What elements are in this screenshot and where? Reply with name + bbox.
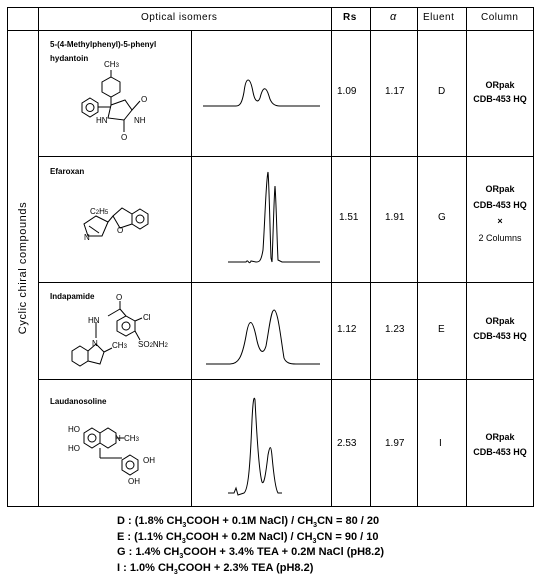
column-name: ORpak (485, 80, 515, 90)
oxygen-label: O (141, 95, 148, 104)
hn-label: HN (88, 316, 100, 325)
compound-name: Indapamide (50, 292, 95, 301)
column-name: ORpak (485, 316, 515, 326)
ch3-label: CH3 (112, 341, 127, 350)
hn-label: HN (96, 116, 108, 125)
column-name: CDB-453 HQ (473, 447, 527, 457)
hydroxyl-label: HO (68, 444, 80, 453)
legend-item: E : (1.1% $CH_3COOH + 0.2M$ NaCl) / $CH_3CN = 90 / 10$ (117, 531, 379, 546)
compound-name-cont: hydantoin (50, 54, 89, 63)
nitrogen-label: N (92, 339, 98, 348)
compound-name: Efaroxan (50, 167, 85, 176)
rs-value: 1.09 (337, 86, 357, 97)
nitrogen-label: N (115, 434, 121, 443)
legend-item: D : (1.8% $CH_3COOH + 0.1M$ NaCl) / $CH_3CN = 80 / 20$ (117, 515, 380, 530)
eluent-value: I (439, 438, 442, 449)
column-name: ORpak (485, 432, 515, 442)
ch3-label: CH3 (104, 60, 119, 69)
oxygen-label: O (116, 293, 123, 302)
header-optical-isomers: Optical isomers (141, 12, 218, 23)
sulfonamide-label: SO2NH2 (138, 340, 168, 349)
legend-item: I : 1.0% $CH_3COOH + 2.3\%$ TEA (pH8.2) (117, 562, 314, 577)
alpha-value: 1.97 (385, 438, 405, 449)
eluent-value: D (438, 86, 446, 97)
hydroxyl-label: HO (68, 425, 80, 434)
header-alpha: α (390, 11, 397, 23)
oxygen-label: O (117, 226, 124, 235)
compound-name: 5-(4-Methylphenyl)-5-phenyl (50, 40, 157, 49)
alpha-value: 1.23 (385, 324, 405, 335)
group-label: Cyclic chiral compounds (17, 201, 29, 335)
column-count: 2 Columns (478, 233, 522, 243)
rs-value: 2.53 (337, 438, 357, 449)
column-name: CDB-453 HQ (473, 331, 527, 341)
column-name: ORpak (485, 184, 515, 194)
oxygen-label: O (121, 133, 128, 142)
legend-item: G : 1.4% $CH_3COOH + 3.4\%$ TEA + 0.2M NaCl (pH8.2) (117, 546, 384, 561)
c2h5-label: C2H5 (90, 207, 109, 216)
header-eluent: Eluent (423, 12, 455, 23)
header-column: Column (481, 12, 519, 23)
column-multiplier: × (497, 216, 503, 226)
hydroxyl-label: OH (128, 477, 140, 486)
rs-value: 1.51 (339, 212, 359, 223)
header-rs: Rs (343, 12, 357, 23)
eluent-value: G (438, 212, 446, 223)
alpha-value: 1.91 (385, 212, 405, 223)
column-name: CDB-453 HQ (473, 94, 527, 104)
eluent-value: E (438, 324, 445, 335)
hydroxyl-label: OH (143, 456, 155, 465)
rs-value: 1.12 (337, 324, 357, 335)
column-name: CDB-453 HQ (473, 200, 527, 210)
ch3-label: CH3 (124, 434, 139, 443)
nh-label: NH (134, 116, 146, 125)
compound-name: Laudanosoline (50, 397, 107, 406)
alpha-value: 1.17 (385, 86, 405, 97)
chlorine-label: Cl (143, 313, 151, 322)
nitrogen-label: N (84, 233, 90, 242)
